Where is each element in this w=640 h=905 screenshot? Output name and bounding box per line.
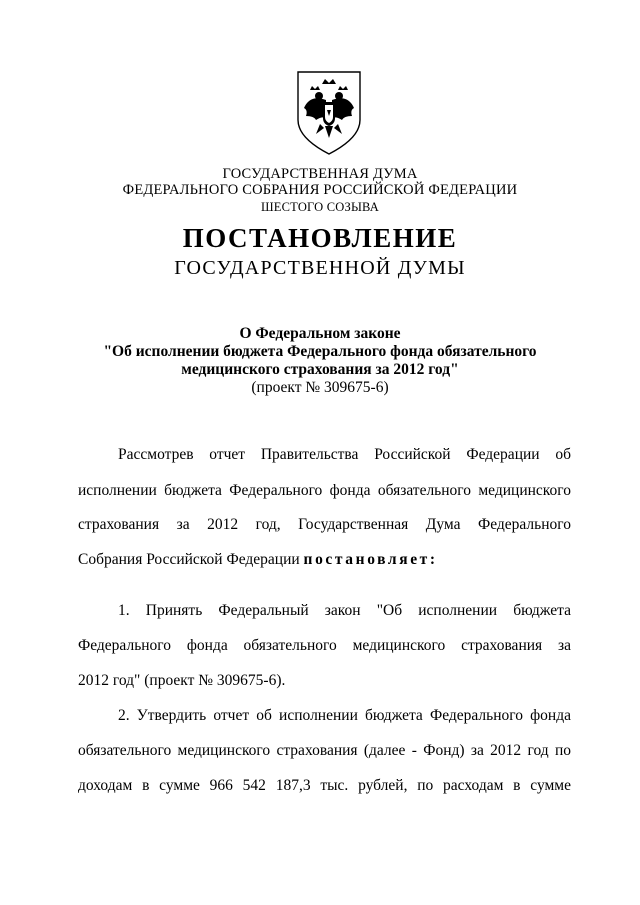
paragraph-1-line-4 bbox=[78, 551, 571, 569]
bill-heading-line-2: "Об исполнении бюджета Федерального фонда обязательного bbox=[103, 343, 537, 360]
paragraph-3-line-1: 2. Утвердить отчет об исполнении бюджета Федерального фонда bbox=[118, 707, 571, 724]
bill-heading-line-1: О Федеральном законе bbox=[239, 325, 401, 342]
resolution-keyword: постановляет: bbox=[303, 551, 438, 568]
paragraph-1-line-1: Рассмотрев отчет Правительства Российской Федерации об bbox=[118, 446, 571, 463]
paragraph-3-line-3: доходам в сумме 966 542 187,3 тыс. рублей, по расходам в сумме bbox=[78, 777, 571, 794]
org-name-line-1: ГОСУДАРСТВЕННАЯ ДУМА bbox=[222, 166, 418, 182]
paragraph-1-line-2: исполнении бюджета Федерального фонда обязательного медицинского bbox=[78, 482, 571, 499]
paragraph-3-line-2: обязательного медицинского страхования (далее - Фонд) за 2012 год по bbox=[78, 742, 571, 759]
paragraph-2-line-3: 2012 год" (проект № 309675-6). bbox=[78, 672, 286, 689]
org-name-line-2: ФЕДЕРАЛЬНОГО СОБРАНИЯ РОССИЙСКОЙ ФЕДЕРАЦИИ bbox=[122, 182, 518, 198]
paragraph-1-line-3: страхования за 2012 год, Государственная Дума Федерального bbox=[78, 516, 571, 533]
paragraph-1-line-4-text: Собрания Российской Федерации bbox=[78, 551, 304, 568]
convocation-label: ШЕСТОГО СОЗЫВА bbox=[260, 200, 380, 214]
document-title: ПОСТАНОВЛЕНИЕ bbox=[182, 223, 458, 253]
paragraph-2-line-1: 1. Принять Федеральный закон "Об исполнении бюджета bbox=[118, 602, 571, 619]
bill-project-number: (проект № 309675-6) bbox=[251, 379, 389, 396]
paragraph-2-line-2: Федерального фонда обязательного медицинского страхования за bbox=[78, 637, 571, 654]
document-subtitle: ГОСУДАРСТВЕННОЙ ДУМЫ bbox=[174, 257, 466, 279]
coat-of-arms-icon bbox=[292, 68, 366, 156]
bill-heading-line-3: медицинского страхования за 2012 год" bbox=[181, 361, 459, 378]
